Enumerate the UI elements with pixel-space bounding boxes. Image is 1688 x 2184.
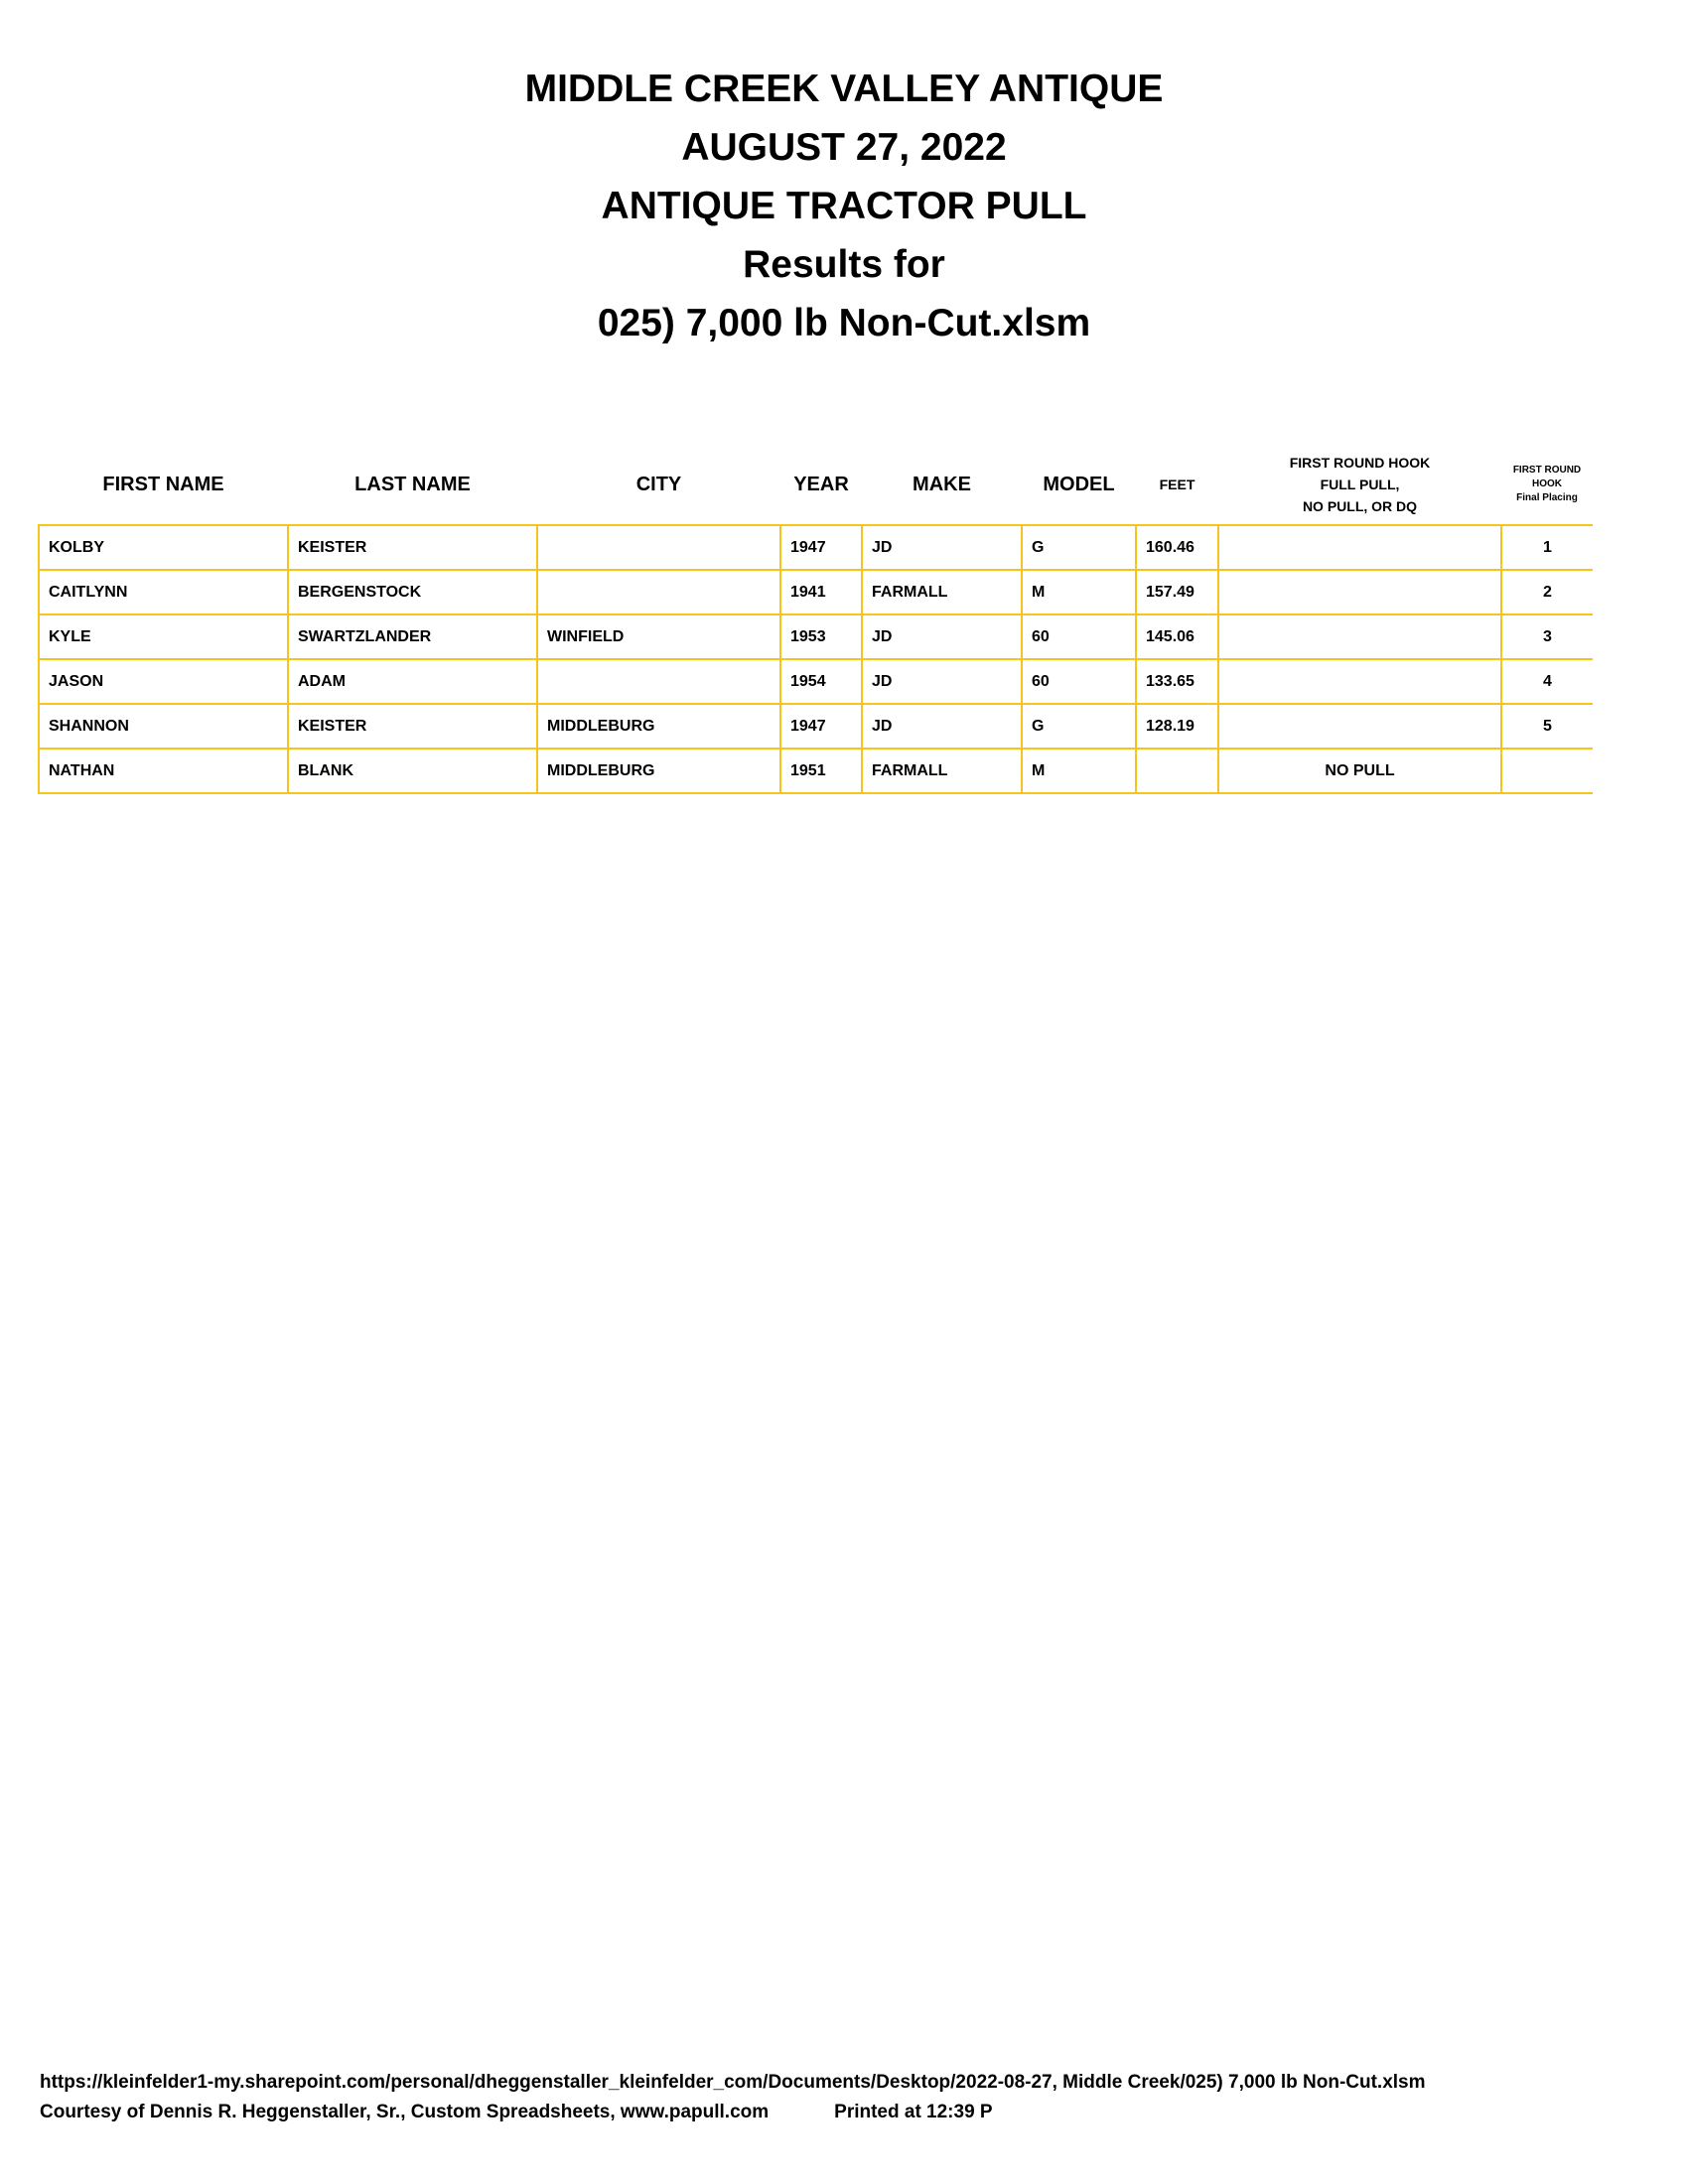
cell-last-name: BLANK	[288, 749, 537, 793]
cell-feet: 160.46	[1136, 525, 1218, 570]
cell-placing: 1	[1501, 525, 1593, 570]
results-label: Results for	[743, 243, 945, 286]
table-row	[39, 570, 1593, 614]
results-table	[38, 445, 1593, 794]
cell-first-name: CAITLYNN	[39, 570, 288, 614]
report-header	[0, 60, 1688, 352]
table-row	[39, 614, 1593, 659]
class-name: 025) 7,000 lb Non-Cut.xlsm	[597, 302, 1091, 344]
cell-first-name: NATHAN	[39, 749, 288, 793]
cell-model: M	[1022, 749, 1136, 793]
cell-last-name: ADAM	[288, 659, 537, 704]
printed-time: Printed at 12:39 P	[834, 2102, 993, 2122]
cell-hook	[1218, 659, 1501, 704]
page-footer	[40, 2068, 1426, 2127]
cell-city: WINFIELD	[537, 614, 780, 659]
table-row	[39, 659, 1593, 704]
cell-model: G	[1022, 704, 1136, 749]
col-final-placing	[1501, 445, 1593, 525]
placing-header-line-1: FIRST ROUND	[1512, 465, 1582, 476]
col-model: MODEL	[1043, 473, 1115, 495]
cell-hook	[1218, 525, 1501, 570]
cell-hook	[1218, 704, 1501, 749]
cell-first-name: KOLBY	[39, 525, 288, 570]
cell-year: 1951	[780, 749, 862, 793]
col-city: CITY	[635, 473, 682, 495]
event-type: ANTIQUE TRACTOR PULL	[601, 185, 1087, 227]
courtesy-text: Courtesy of Dennis R. Heggenstaller, Sr., Custom Spreadsheets, www.papull.com	[40, 2102, 770, 2122]
cell-year: 1947	[780, 704, 862, 749]
cell-year: 1947	[780, 525, 862, 570]
cell-placing: 4	[1501, 659, 1593, 704]
col-first-round-hook	[1218, 445, 1501, 525]
cell-year: 1941	[780, 570, 862, 614]
file-path: https://kleinfelder1-my.sharepoint.com/personal/dheggenstaller_kleinfelder_com/Documents/Desktop/2022-08-27, Middle Creek/025) 7,000 lb Non-Cut.xlsm	[40, 2072, 1426, 2093]
cell-make: JD	[862, 704, 1022, 749]
hook-header-line-1: FIRST ROUND HOOK	[1289, 455, 1431, 471]
table-row	[39, 749, 1593, 793]
cell-city	[537, 570, 780, 614]
cell-first-name: KYLE	[39, 614, 288, 659]
table-row	[39, 704, 1593, 749]
cell-feet	[1136, 749, 1218, 793]
col-make: MAKE	[913, 473, 971, 495]
cell-placing: 5	[1501, 704, 1593, 749]
cell-feet: 157.49	[1136, 570, 1218, 614]
cell-last-name: KEISTER	[288, 525, 537, 570]
cell-model: 60	[1022, 614, 1136, 659]
event-title: MIDDLE CREEK VALLEY ANTIQUE	[524, 68, 1164, 110]
cell-model: G	[1022, 525, 1136, 570]
cell-last-name: SWARTZLANDER	[288, 614, 537, 659]
table-header-row	[39, 445, 1593, 525]
cell-placing: 2	[1501, 570, 1593, 614]
courtesy-line	[40, 2098, 1426, 2127]
cell-feet: 145.06	[1136, 614, 1218, 659]
col-first-name: FIRST NAME	[102, 473, 224, 495]
cell-make: JD	[862, 659, 1022, 704]
cell-feet: 133.65	[1136, 659, 1218, 704]
hook-header-line-2: FULL PULL,	[1320, 477, 1400, 492]
table-row	[39, 525, 1593, 570]
cell-placing	[1501, 749, 1593, 793]
cell-city: MIDDLEBURG	[537, 749, 780, 793]
cell-hook	[1218, 570, 1501, 614]
cell-model: M	[1022, 570, 1136, 614]
results-table-container	[38, 445, 1592, 794]
cell-last-name: KEISTER	[288, 704, 537, 749]
cell-make: JD	[862, 614, 1022, 659]
cell-city	[537, 525, 780, 570]
cell-last-name: BERGENSTOCK	[288, 570, 537, 614]
cell-year: 1954	[780, 659, 862, 704]
hook-header-line-3: NO PULL, OR DQ	[1302, 498, 1418, 514]
col-year: YEAR	[793, 473, 849, 495]
cell-hook: NO PULL	[1218, 749, 1501, 793]
cell-hook	[1218, 614, 1501, 659]
col-last-name: LAST NAME	[354, 473, 471, 495]
col-feet: FEET	[1159, 477, 1196, 492]
cell-first-name: SHANNON	[39, 704, 288, 749]
cell-year: 1953	[780, 614, 862, 659]
cell-feet: 128.19	[1136, 704, 1218, 749]
cell-first-name: JASON	[39, 659, 288, 704]
cell-make: FARMALL	[862, 749, 1022, 793]
event-date: AUGUST 27, 2022	[681, 126, 1007, 169]
placing-header-line-2: HOOK	[1532, 478, 1562, 489]
cell-city: MIDDLEBURG	[537, 704, 780, 749]
placing-header-line-3: Final Placing	[1516, 492, 1578, 503]
cell-city	[537, 659, 780, 704]
cell-model: 60	[1022, 659, 1136, 704]
cell-placing: 3	[1501, 614, 1593, 659]
cell-make: FARMALL	[862, 570, 1022, 614]
cell-make: JD	[862, 525, 1022, 570]
